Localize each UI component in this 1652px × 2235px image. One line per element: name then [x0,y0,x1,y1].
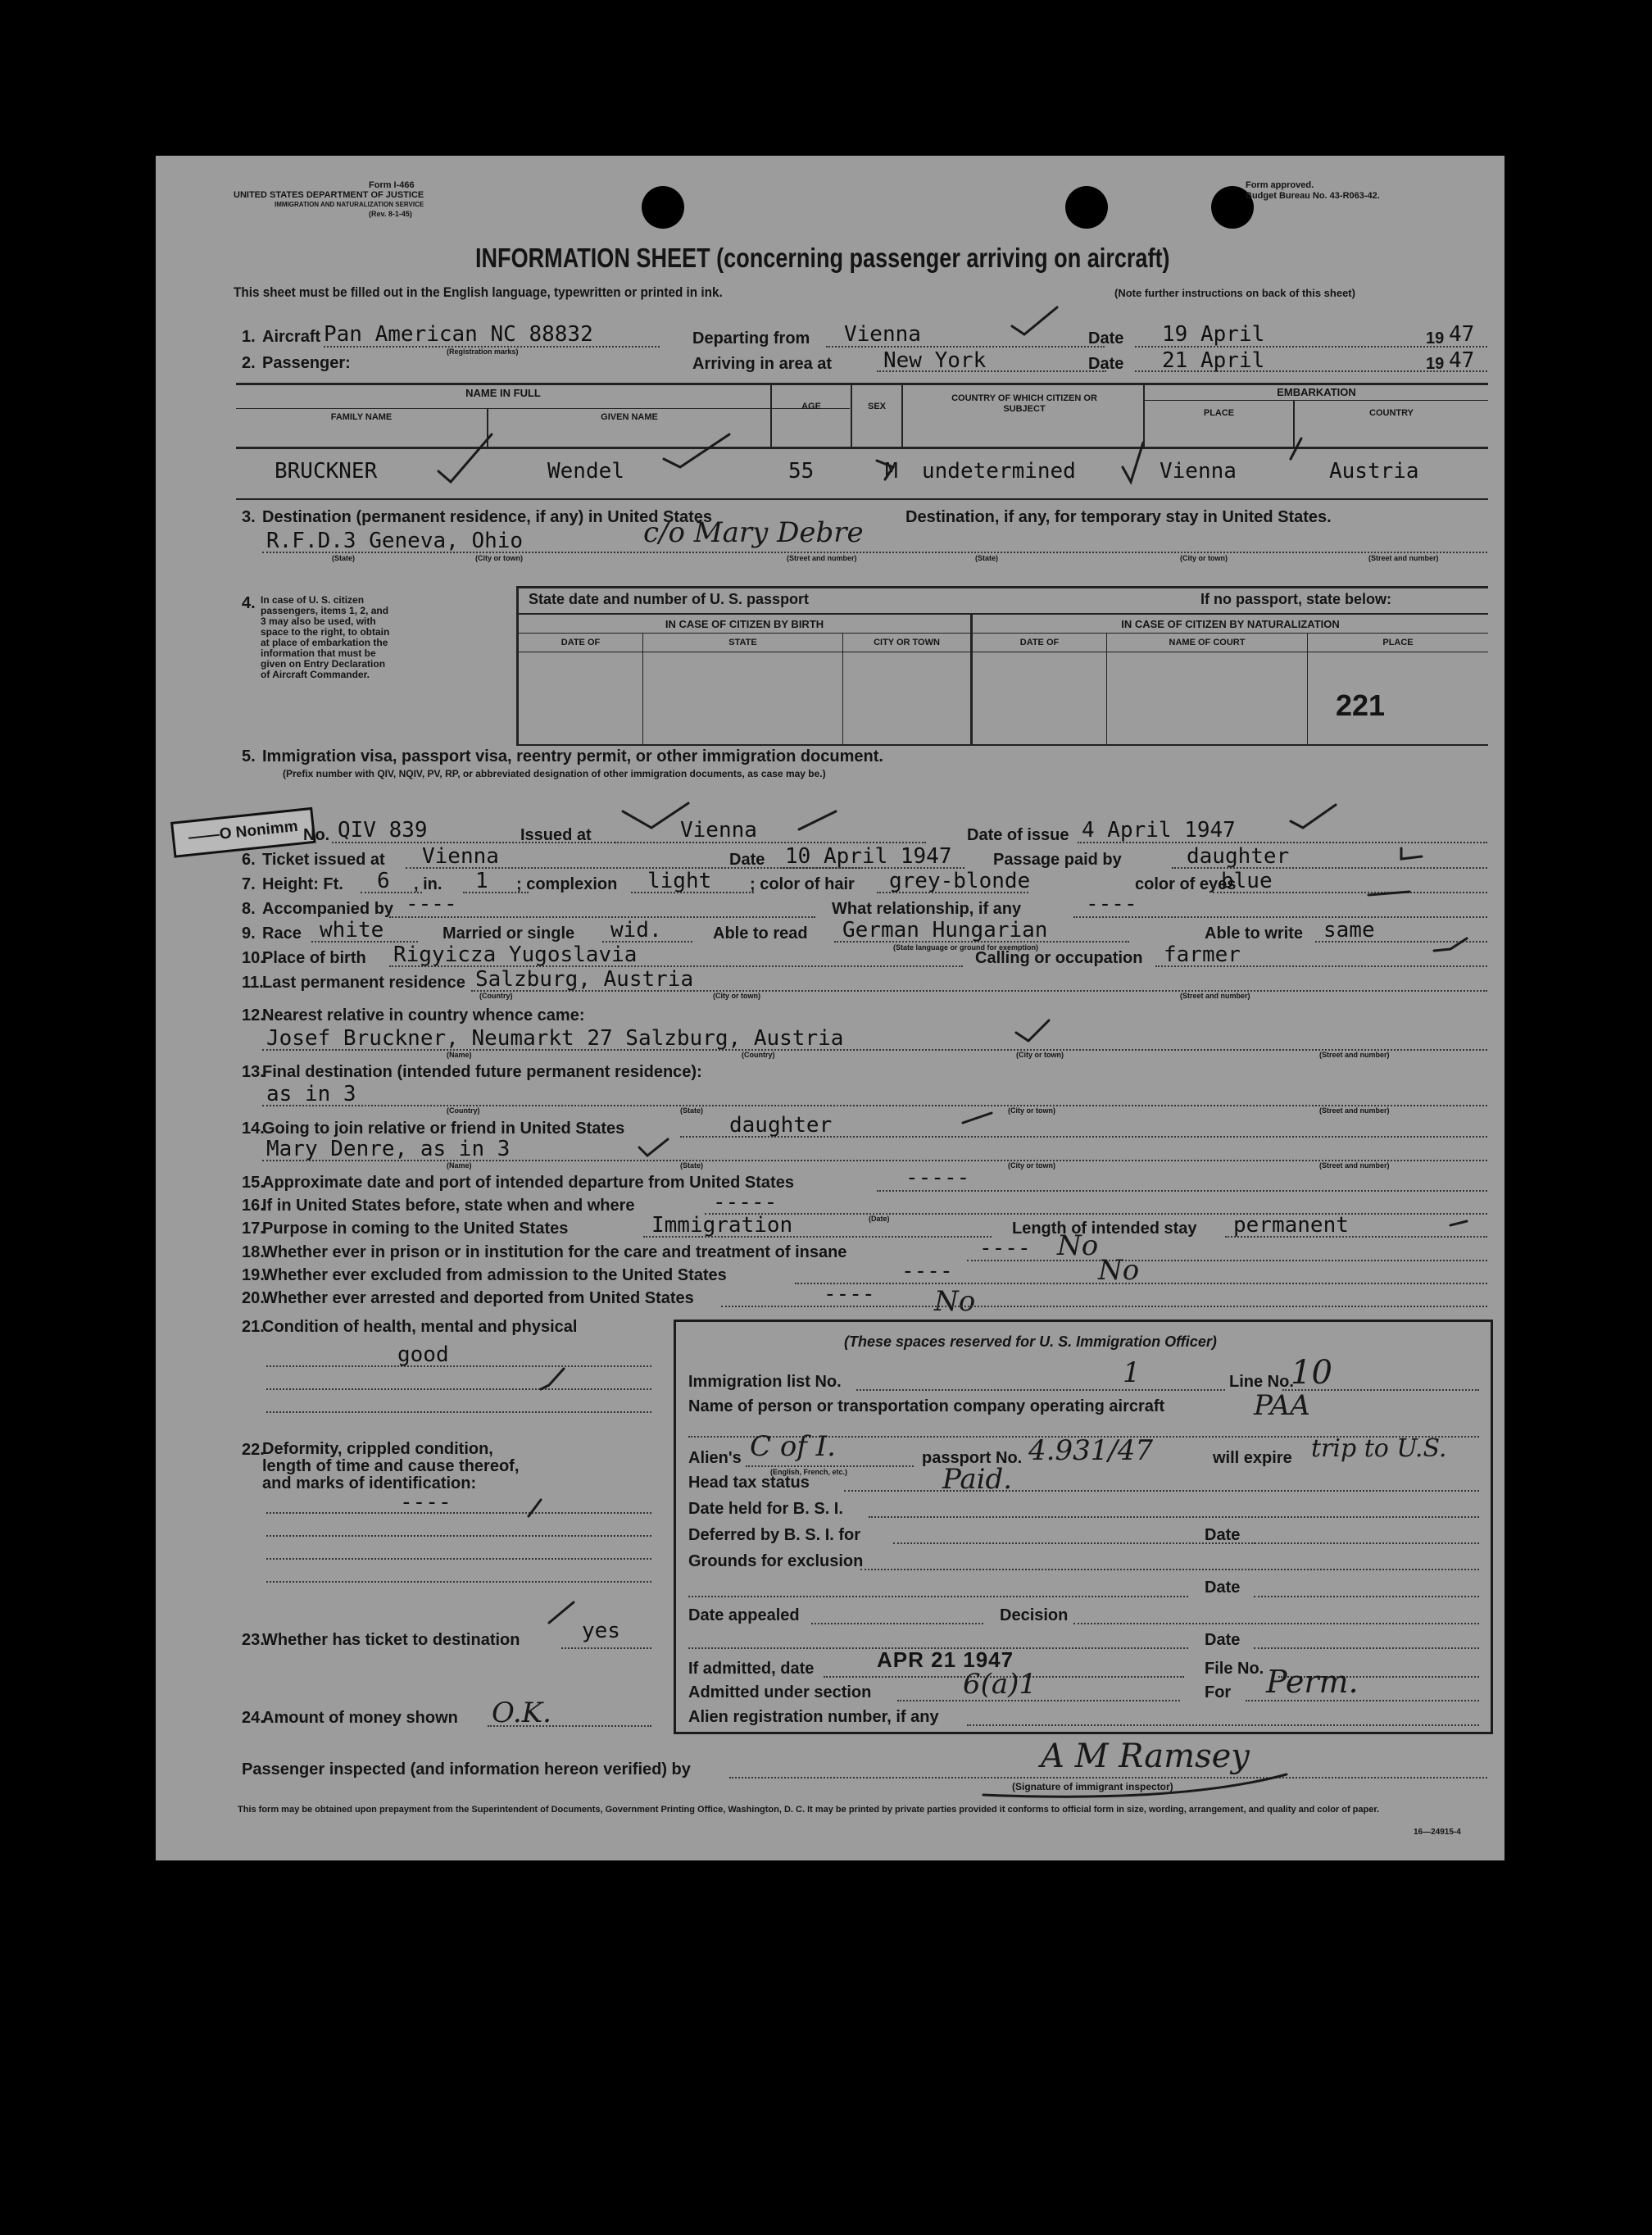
field-2-number: 2. [242,354,256,372]
destination-label: Destination (permanent residence, if any) in United States [262,508,713,526]
deported-label: Whether ever arrested and deported from United States [262,1289,694,1307]
caption-name: (Name) [447,1051,472,1059]
last-residence-label: Last permanent residence [262,974,465,992]
deported-handwritten: No [934,1285,976,1318]
list-number-value: 1 [1123,1356,1141,1389]
sex-value: M [885,459,898,484]
check-mark [549,1602,574,1623]
passport-number-value: 4.931/47 [1028,1434,1154,1467]
field-8-number: 8. [242,900,256,918]
form-number: Form I-466 [369,180,415,190]
field-13-number: 13. [242,1063,265,1081]
check-mark [1016,1020,1049,1041]
field-12-number: 12. [242,1006,265,1024]
header-embarkation: EMBARKATION [1277,386,1356,398]
header-embark-country: COUNTRY [1369,408,1414,418]
section-label: Admitted under section [688,1683,872,1701]
prison-handwritten: No [1057,1229,1099,1262]
visa-label: Immigration visa, passport visa, reentry permit, or other immigration document. [262,747,883,765]
ticket-issued-value: Vienna [422,844,499,869]
excluded-label: Whether ever excluded from admission to the United States [262,1266,727,1284]
caption-country: (Country) [742,1051,775,1059]
marital-label: Married or single [442,924,575,943]
caption-street: (Street and number) [1319,1051,1390,1059]
check-mark [1291,805,1336,828]
caption-city: (City or town) [475,554,523,562]
health-label: Condition of health, mental and physical [262,1318,578,1336]
money-label: Amount of money shown [262,1709,458,1727]
head-tax-value: Paid. [942,1463,1013,1496]
bsi-held-label: Date held for B. S. I. [688,1500,843,1518]
field-9-number: 9. [242,924,256,943]
arriving-label: Arriving in area at [692,355,833,373]
complexion-value: light [647,869,712,893]
visa-number-label: No. [303,826,330,844]
given-name-value: Wendel [547,459,624,484]
departing-value: Vienna [844,322,921,347]
purpose-label: Purpose in coming to the United States [262,1220,569,1238]
check-mark [1291,438,1301,459]
check-mark [1012,307,1057,334]
alien-document-value: C of I. [750,1430,836,1463]
ticket-date-label: Date [729,851,765,869]
officer-box-title: (These spaces reserved for U. S. Immigration Officer) [844,1333,1217,1350]
us-citizen-note: In case of U. S. citizen passengers, items 1, 2, and 3 may also be used, with space to the right, to obtain at place of embarkation the information that must be given on Entry Declaration of Aircraft Commander. [261,594,390,680]
embark-place-value: Vienna [1160,459,1237,484]
header-family-name: FAMILY NAME [330,412,393,422]
caption-street: (Street and number) [1319,1161,1390,1170]
departure-plan-value: ----- [905,1165,970,1190]
join-relative-relation: daughter [729,1113,833,1138]
eyes-value: blue [1221,869,1273,893]
aircraft-label: Aircraft [262,328,321,346]
appealed-label: Date appealed [688,1606,800,1624]
field-20-number: 20. [242,1289,265,1307]
departure-plan-label: Approximate date and port of intended departure from United States [262,1174,794,1192]
field-11-number: 11. [242,974,264,992]
arrival-date-value: 21 April [1162,348,1265,373]
approval-line-1: Form approved. [1246,180,1314,190]
header-age: AGE [801,402,821,411]
field-17-number: 17. [242,1220,265,1238]
hair-label: ; color of hair [750,875,855,893]
caption-street: (Street and number) [1180,992,1250,1000]
check-mark [1123,443,1143,482]
caption-city: (City or town) [1008,1106,1055,1115]
header-birth-date: DATE OF [560,638,601,647]
for-value: Perm. [1266,1664,1359,1700]
header-citizen-by-birth: IN CASE OF CITIZEN BY BIRTH [665,618,824,630]
inspector-signature: A M Ramsey [1041,1738,1250,1775]
accompanied-label: Accompanied by [262,900,394,918]
passage-paid-label: Passage paid by [993,851,1122,869]
header-citizen-by-naturalization: IN CASE OF CITIZEN BY NATURALIZATION [1121,618,1340,630]
check-mark [438,434,492,482]
prison-value: ---- [979,1236,1031,1261]
arrival-year-prefix: 19 [1426,355,1445,373]
line-number-label: Line No. [1229,1373,1294,1391]
date-of-issue-value: 4 April 1947 [1082,818,1236,843]
deferred-label: Deferred by B. S. I. for [688,1526,861,1544]
field-5-number: 5. [242,747,256,765]
final-destination-label: Final destination (intended future permanent residence): [262,1063,702,1081]
departure-year-prefix: 19 [1426,329,1445,348]
check-mark [1434,938,1467,951]
birthplace-label: Place of birth [262,949,366,967]
height-ft-value: 6 [377,869,390,893]
list-number-label: Immigration list No. [688,1373,842,1391]
purpose-value: Immigration [651,1213,793,1238]
field-18-number: 18. [242,1243,265,1261]
header-nat-date: DATE OF [1019,638,1060,647]
field-19-number: 19. [242,1266,265,1284]
destination-value: R.F.D.3 Geneva, Ohio [266,529,524,553]
field-10-number: 10. [242,949,265,967]
grounds-label: Grounds for exclusion [688,1552,864,1570]
check-mark [529,1500,541,1516]
ticket-date-value: 10 April 1947 [785,844,952,869]
relationship-label: What relationship, if any [832,900,1022,918]
marital-value: wid. [610,918,662,943]
header-place: PLACE [1203,408,1235,418]
expire-value: trip to U.S. [1311,1434,1447,1463]
stay-length-value: permanent [1233,1213,1349,1238]
caption-country: (Country) [447,1106,480,1115]
caption-city-2: (City or town) [1180,554,1228,562]
appeal-date-label: Date [1205,1631,1241,1649]
previous-visit-label: If in United States before, state when and where [262,1197,635,1215]
accompanied-value: ---- [406,892,457,916]
departing-label: Departing from [692,329,810,348]
check-mark [1450,1221,1467,1225]
issued-at-label: Issued at [520,826,592,844]
final-destination-value: as in 3 [266,1082,356,1106]
decision-label: Decision [1000,1606,1069,1624]
deferred-date-label: Date [1205,1526,1241,1544]
read-caption: (State language or ground for exemption) [893,943,1039,952]
field-6-number: 6. [242,851,256,869]
complexion-label: ; complexion [516,875,618,893]
read-label: Able to read [713,924,808,943]
field-21-number: 21. [242,1318,265,1336]
stamp-number: 221 [1336,688,1386,722]
caption-city: (City or town) [1016,1051,1064,1059]
arriving-value: New York [883,348,987,373]
instruction-right: (Note further instructions on back of this sheet) [1114,287,1355,299]
signature-underline [983,1774,1287,1797]
header-court: NAME OF COURT [1169,638,1246,647]
admitted-date-label: If admitted, date [688,1660,815,1678]
temporary-stay-label: Destination, if any, for temporary stay in United States. [905,508,1332,526]
check-mark [664,434,729,467]
form-title: INFORMATION SHEET (concerning passenger arriving on aircraft) [475,243,1170,273]
caption-street-2: (Street and number) [1368,554,1439,562]
excluded-handwritten: No [1098,1254,1140,1287]
company-label: Name of person or transportation company operating aircraft [688,1397,1165,1415]
ticket-issued-label: Ticket issued at [262,851,385,869]
departure-year-suffix: 47 [1449,322,1475,347]
nonimmigrant-stamp: ——O Nonimm [170,807,316,858]
field-24-number: 24. [242,1709,265,1727]
caption-date: (Date) [869,1215,890,1223]
form-sheet [156,156,1504,1860]
aircraft-value: Pan American NC 88832 [324,322,593,347]
departure-date-value: 19 April [1162,322,1265,347]
read-value: German Hungarian [842,918,1048,943]
footer-code: 16—24915-4 [1414,1828,1461,1837]
nearest-relative-value: Josef Bruckner, Neumarkt 27 Salzburg, Austria [266,1026,844,1051]
line-number-value: 10 [1291,1354,1332,1392]
head-tax-label: Head tax status [688,1474,810,1492]
registration-label: Alien registration number, if any [688,1708,939,1726]
alien-label: Alien's [688,1449,742,1467]
caption-state: (State) [680,1106,704,1115]
expire-label: will expire [1213,1449,1292,1467]
footer-note: This form may be obtained upon prepayment from the Superintendent of Documents, Government Printing Office, Washington, D. C. It may be printed by private parties provided it conforms to official form in size, wording, arrangement, and quality and color of paper. [238,1805,1380,1815]
file-number-label: File No. [1205,1660,1264,1678]
check-marks [156,156,1504,1860]
write-value: same [1323,918,1375,943]
instruction-left: This sheet must be filled out in the English language, typewritten or printed in ink. [234,284,723,300]
field-1-number: 1. [242,328,256,346]
check-mark [877,461,893,479]
age-value: 55 [788,459,815,484]
join-relative-label: Going to join relative or friend in United States [262,1120,625,1138]
height-ft-label: Height: Ft. [262,875,343,893]
check-mark [1401,848,1422,859]
caption-state: (State) [332,554,356,562]
visa-number-value: QIV 839 [338,818,428,843]
header-birth-state: STATE [728,638,757,647]
inspected-label: Passenger inspected (and information hereon verified) by [242,1760,691,1778]
citizen-value: undetermined [922,459,1076,484]
header-nat-place: PLACE [1382,638,1414,647]
write-label: Able to write [1205,924,1304,943]
approval-line-2: Budget Bureau No. 43-R063-42. [1246,191,1380,201]
for-label: For [1205,1683,1232,1701]
nearest-relative-label: Nearest relative in country whence came: [262,1006,585,1024]
hair-value: grey-blonde [889,869,1031,893]
caption-street: (Street and number) [787,554,857,562]
field-23-number: 23. [242,1631,265,1649]
field-4-number: 4. [242,594,256,612]
passport-label: State date and number of U. S. passport [529,591,810,607]
arrival-date-label: Date [1088,355,1124,373]
check-mark [623,803,688,828]
excluded-value: ---- [901,1259,953,1283]
check-mark [963,1113,992,1123]
caption-country: (Country) [479,992,513,1000]
date-of-issue-label: Date of issue [967,826,1069,844]
field-15-number: 15. [242,1174,265,1192]
passage-paid-value: daughter [1187,844,1290,869]
eyes-label: color of eyes [1135,875,1237,893]
caption-street: (Street and number) [1319,1106,1390,1115]
header-sex: SEX [867,402,886,411]
deformity-value: ---- [400,1490,452,1515]
previous-visit-value: ----- [713,1190,778,1215]
passenger-label: Passenger: [262,354,351,372]
header-birth-city: CITY OR TOWN [874,638,940,647]
header-country-citizen: COUNTRY OF WHICH CITIZEN OR SUBJECT [951,393,1097,414]
money-handwritten: O.K. [492,1697,551,1729]
registration-caption: (Registration marks) [447,348,519,356]
race-value: white [320,918,384,943]
issued-at-value: Vienna [680,818,757,843]
visa-sub-label: (Prefix number with QIV, NQIV, PV, RP, or abbreviated designation of other immigration documents, as case may be.) [283,768,826,779]
stay-length-label: Length of intended stay [1012,1220,1197,1238]
revision: (Rev. 8-1-45) [369,210,412,218]
ticket-destination-value: yes [582,1619,620,1643]
ticket-destination-label: Whether has ticket to destination [262,1631,520,1649]
join-relative-value: Mary Denre, as in 3 [266,1137,511,1161]
alien-caption: (English, French, etc.) [770,1468,848,1476]
field-22-number: 22. [242,1441,265,1459]
occupation-value: farmer [1164,943,1241,967]
grounds-date-label: Date [1205,1579,1241,1597]
check-mark [541,1369,564,1389]
caption-name: (Name) [447,1161,472,1170]
field-14-number: 14. [242,1120,265,1138]
relationship-value: ---- [1086,892,1137,916]
section-value: 6(a)1 [963,1668,1037,1701]
field-3-number: 3. [242,508,256,526]
field-16-number: 16. [242,1197,265,1215]
height-in-value: 1 [475,869,488,893]
no-passport-label: If no passport, state below: [1200,591,1392,607]
health-value: good [397,1342,449,1367]
birthplace-value: Rigyicza Yugoslavia [393,943,638,967]
caption-state: (State) [680,1161,704,1170]
deported-value: ---- [824,1282,875,1306]
service: IMMIGRATION AND NATURALIZATION SERVICE [275,201,424,208]
field-7-number: 7. [242,875,256,893]
header-given-name: GIVEN NAME [601,412,658,422]
caption-state-2: (State) [975,554,999,562]
caption-city: (City or town) [1008,1161,1055,1170]
check-mark [799,811,836,829]
departure-date-label: Date [1088,329,1124,348]
company-value: PAA [1254,1389,1310,1422]
family-name-value: BRUCKNER [275,459,378,484]
height-in-label: , in. [414,875,442,893]
prison-label: Whether ever in prison or in institution for the care and treatment of insane [262,1243,847,1261]
caption-city: (City or town) [713,992,760,1000]
race-label: Race [262,924,302,943]
header-name-in-full: NAME IN FULL [465,387,541,399]
deformity-label: Deformity, crippled condition, length of time and cause thereof, and marks of identification: [262,1440,520,1492]
department: UNITED STATES DEPARTMENT OF JUSTICE [234,190,424,200]
signature-caption: (Signature of immigrant inspector) [1012,1781,1173,1792]
check-mark [1368,892,1409,895]
passport-number-label: passport No. [922,1449,1023,1467]
arrival-year-suffix: 47 [1449,348,1475,373]
admitted-date-stamp: APR 21 1947 [877,1647,1014,1672]
destination-handwritten: c/o Mary Debre [643,516,864,549]
occupation-label: Calling or occupation [975,949,1143,967]
last-residence-value: Salzburg, Austria [475,967,694,992]
check-mark [639,1139,668,1156]
embark-country-value: Austria [1329,459,1419,484]
